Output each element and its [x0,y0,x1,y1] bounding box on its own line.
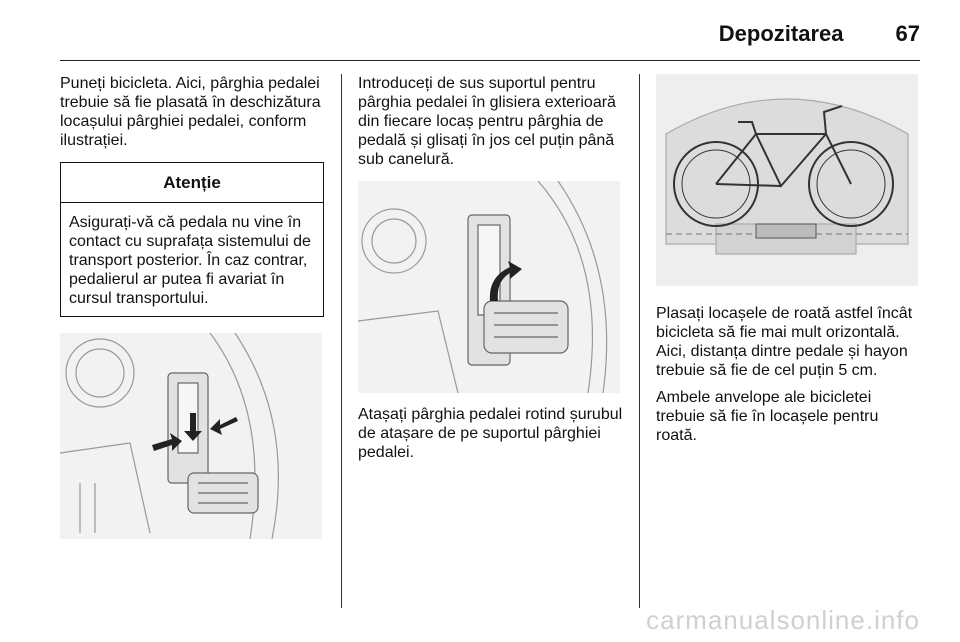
column-3 [656,74,922,453]
paragraph-tyres: Ambele anvelope ale bicicletei trebuie să fie în locașele pentru roată. [656,389,879,444]
intro-paragraph: Puneți bicicleta. Aici, pârghia pedalei trebuie să fie plasată în deschizătura locașului pârghiei pedalei, conform ilustrației. [60,75,321,149]
notice-box [60,162,324,317]
paragraph-attach-pedal: Atașați pârghia pedalei rotind șurubul de atașare de pe suportul pârghiei pedalei. [358,406,623,461]
column-2 [358,74,624,470]
bike-on-carrier-illustration [656,74,918,286]
watermark-text: carmanualsonline.info [646,605,920,635]
column-divider [639,74,640,608]
paragraph-wheel-holders: Plasați locașele de roată astfel încât bicicleta să fie mai mult orizontală. Aici, distanța dintre pedale și hayon trebuie să fie de cel puțin 5 cm. [656,305,913,379]
page-title: Depozitarea [718,21,844,46]
page-number: 67 [895,21,920,46]
header-rule [60,60,920,61]
column-divider [341,74,342,608]
pedal-holder-illustration [60,333,322,539]
page-header [60,14,920,54]
notice-title: Atenție [61,163,323,203]
paragraph-insert-holder: Introduceți de sus suportul pentru pârghia pedalei în glisiera exterioară din fiecare locaș pentru pârghia de pedală și glisați în jos cel puțin până sub canelură. [358,75,616,168]
column-1 [60,74,326,539]
pedal-screw-illustration [358,181,620,393]
notice-body: Asigurați-vă că pedala nu vine în contact cu suprafața sistemului de transport posterior. În caz contrar, pedalierul ar putea fi avariat în cursul transportului. [69,214,311,307]
